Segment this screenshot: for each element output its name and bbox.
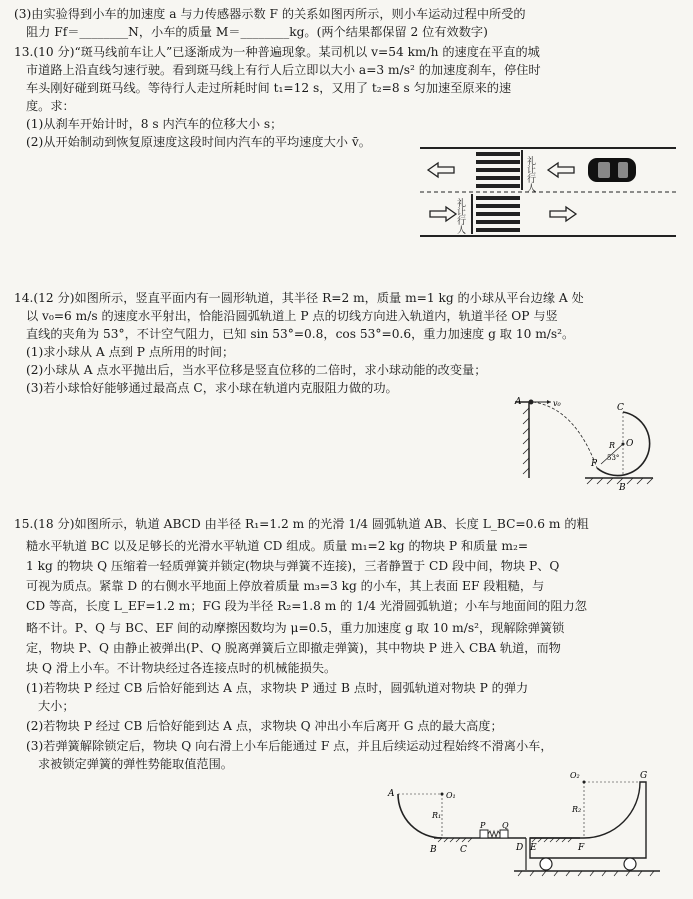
block-P — [480, 830, 488, 838]
q14-line-3: (1)求小球从 A 点到 P 点所用的时间； — [26, 345, 235, 359]
q15-line-3: 可视为质点。紧靠 D 的右侧水平地面上停放着质量 m₃=3 kg 的小车，其上表面 EF 段粗糙，与 — [26, 579, 545, 593]
label-D: D — [516, 843, 524, 853]
label-O1: O₁ — [446, 791, 456, 800]
block-Q — [500, 830, 508, 838]
q13-line-1: 市道路上沿直线匀速行驶。看到斑马线上有行人后立即以大小 a=3 m/s² 的加速度刹车，停住时 — [26, 63, 541, 77]
label-G: G — [640, 771, 648, 781]
q15-line-0: 15.(18 分)如图所示，轨道 ABCD 由半径 R₁=1.2 m 的光滑 1/4 圆弧轨道 AB、长度 L_BC=0.6 m 的粗 — [14, 517, 589, 531]
q12-part3-line2: 阻力 Ff＝________N，小车的质量 M＝________kg。(两个结果都保留 2 位有效数字) — [26, 25, 488, 39]
label-B: B — [619, 483, 626, 492]
label-P: P — [591, 459, 598, 469]
label-R1: R₁ — [432, 811, 442, 820]
label-Q: Q — [502, 821, 509, 830]
q14-line-2: 直线的夹角为 53°，不计空气阻力，已知 sin 53°=0.8，cos 53°=0.6，重力加速度 g 取 10 m/s²。 — [26, 327, 575, 341]
q15-line-6: 定，物块 P、Q 由静止被弹出(P、Q 脱离弹簧后立即撤走弹簧)，其中物块 P 进入 CBA 轨道，而物 — [26, 641, 561, 655]
q15-line-5: 略不计。P、Q 与 BC、EF 间的动摩擦因数均为 μ=0.5，重力加速度 g 取 10 m/s²，现解除弹簧锁 — [26, 621, 565, 635]
label-O: O — [626, 439, 634, 449]
q13-road-figure — [420, 146, 676, 238]
q14-track-figure — [505, 396, 665, 492]
q15-line-9: 大小； — [38, 699, 75, 713]
q12-part3-line1: (3)由实验得到小车的加速度 a 与力传感器示数 F 的关系如图丙所示，则小车运动过程中所受的 — [14, 7, 526, 21]
wheel-left — [540, 858, 552, 870]
q15-line-1: 糙水平轨道 BC 以及足够长的光滑水平轨道 CD 组成。质量 m₁=2 kg 的物块 P 和质量 m₂= — [26, 539, 529, 553]
spring — [488, 831, 500, 837]
q15-line-8: (1)若物块 P 经过 CB 后恰好能到达 A 点，求物块 P 通过 B 点时，圆弧轨道对物块 P 的弹力 — [26, 681, 529, 695]
q15-line-11: (3)若弹簧解除锁定后，物块 Q 向右滑上小车后能通过 F 点，并且后续运动过程始终不滑离小车， — [26, 739, 553, 753]
label-v0: v₀ — [553, 399, 561, 408]
q15-line-12: 求被锁定弹簧的弹性势能取值范围。 — [38, 757, 233, 771]
label-R: R — [609, 441, 616, 450]
label-R2: R₂ — [572, 805, 582, 814]
q14-line-0: 14.(12 分)如图所示，竖直平面内有一圆形轨道，其半径 R=2 m，质量 m=1 kg 的小球从平台边缘 A 处 — [14, 291, 584, 305]
q13-line-2: 车头刚好碰到斑马线。等待行人走过所耗时间 t₁=12 s，又用了 t₂=8 s 匀加速至原来的速 — [26, 81, 512, 95]
ball-A — [529, 400, 534, 405]
q13-line-0: 13.(10 分)“斑马线前车让人”已逐渐成为一种普遍现象。某司机以 v=54 km/h 的速度在平直的城 — [14, 45, 540, 59]
label-B: B — [430, 845, 437, 855]
label-C: C — [460, 845, 467, 855]
q13-label-top: 礼让行人 — [525, 156, 535, 192]
q13-label-bottom: 礼让行人 — [455, 198, 465, 234]
q14-line-5: (3)若小球恰好能够通过最高点 C，求小球在轨道内克服阻力做的功。 — [26, 381, 398, 395]
q15-line-7: 块 Q 滑上小车。不计物块经过各连接点时的机械能损失。 — [26, 661, 337, 675]
q13-line-5: (2)从开始制动到恢复原速度这段时间内汽车的平均速度大小 v̄。 — [26, 135, 371, 149]
q14-line-4: (2)小球从 A 点水平抛出后，当水平位移是竖直位移的二倍时，求小球动能的改变量； — [26, 363, 487, 377]
q15-line-2: 1 kg 的物块 Q 压缩着一轻质弹簧并锁定(物块与弹簧不连接)，三者静置于 CD 段中间，物块 P、Q — [26, 559, 560, 573]
q13-line-3: 度。求： — [26, 99, 75, 113]
label-F: F — [578, 843, 585, 853]
wheel-right — [624, 858, 636, 870]
q15-track-figure — [384, 764, 666, 882]
label-P: P — [480, 821, 486, 830]
label-angle: 53° — [607, 454, 620, 462]
label-A: A — [515, 397, 522, 407]
q15-line-10: (2)若物块 P 经过 CB 后恰好能到达 A 点，求物块 Q 冲出小车后离开 G 点的最大高度； — [26, 719, 503, 733]
label-E: E — [530, 843, 537, 853]
label-O2: O₂ — [570, 771, 580, 780]
q14-line-1: 以 v₀=6 m/s 的速度水平射出，恰能沿圆弧轨道上 P 点的切线方向进入轨道内，轨道半径 OP 与竖 — [26, 309, 558, 323]
q15-line-4: CD 等高，长度 L_EF=1.2 m；FG 段为半径 R₂=1.8 m 的 1/4 光滑圆弧轨道；小车与地面间的阻力忽 — [26, 599, 587, 613]
car-icon — [588, 158, 636, 182]
q13-line-4: (1)从刹车开始计时，8 s 内汽车的位移大小 s； — [26, 117, 283, 131]
cart — [530, 782, 646, 870]
label-C: C — [617, 403, 624, 413]
label-A: A — [388, 789, 395, 799]
